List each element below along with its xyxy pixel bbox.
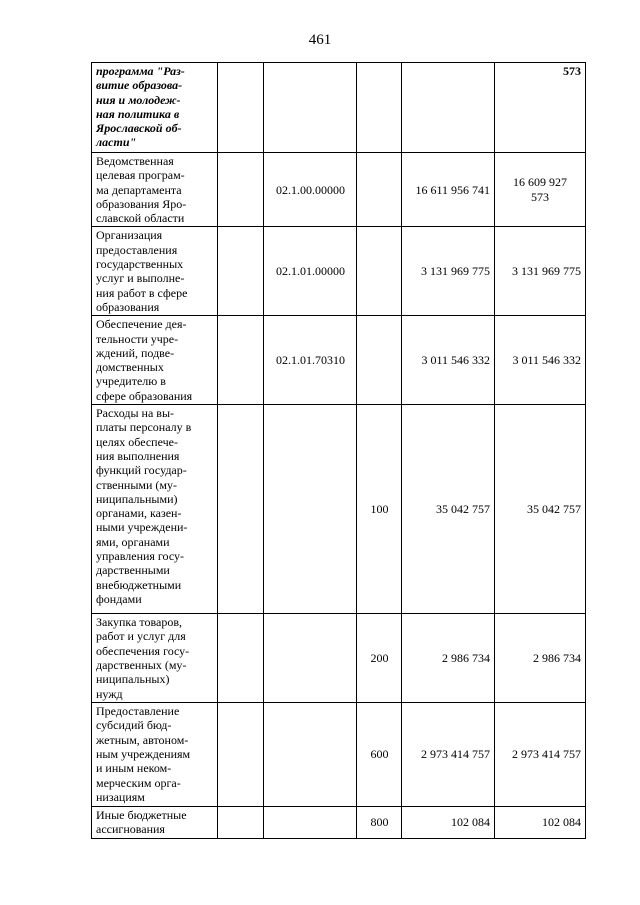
row-name: программа "Раз- витие образова- ния и молодеж- ная политика в Ярославской об- ласти" — [92, 63, 218, 153]
row-code — [264, 703, 357, 807]
row-blank — [218, 405, 264, 614]
row-code: 02.1.01.00000 — [264, 227, 357, 316]
table-row — [92, 405, 586, 614]
row-type — [357, 227, 402, 316]
row-type: 100 — [357, 405, 402, 614]
row-amount-2: 2 973 414 757 — [495, 703, 586, 807]
row-code: 02.1.00.00000 — [264, 153, 357, 227]
row-type — [357, 316, 402, 405]
row-blank — [218, 153, 264, 227]
budget-table — [91, 62, 586, 839]
row-amount-1: 2 973 414 757 — [402, 703, 495, 807]
row-amount-1: 3 011 546 332 — [402, 316, 495, 405]
table-row — [92, 153, 586, 227]
row-amount-2: 16 609 927 573 — [495, 153, 586, 227]
row-amount-1: 16 611 956 741 — [402, 153, 495, 227]
row-blank — [218, 807, 264, 839]
row-name: Закупка товаров, работ и услуг для обеспечения госу- дарственных (му- ниципальных) нужд — [92, 614, 218, 703]
row-name: Обеспечение дея- тельности учре- ждений, подве- домственных учредителю в сфере образования — [92, 316, 218, 405]
row-type: 200 — [357, 614, 402, 703]
row-blank — [218, 63, 264, 153]
page-number: 461 — [308, 32, 332, 48]
row-type — [357, 153, 402, 227]
row-name: Расходы на вы- платы персоналу в целях обеспече- ния выполнения функций государ- ственными (му- ниципальными) органами, казен- ными учреждени- ями, органами управления госу- дарственными внебюджетными фондами — [92, 405, 218, 614]
row-amount-1: 35 042 757 — [402, 405, 495, 614]
row-type: 600 — [357, 703, 402, 807]
row-blank — [218, 614, 264, 703]
row-name: Иные бюджетные ассигнования — [92, 807, 218, 839]
row-amount-2: 573 — [495, 63, 586, 153]
row-amount-2: 3 131 969 775 — [495, 227, 586, 316]
table-row — [92, 807, 586, 839]
row-type — [357, 63, 402, 153]
row-blank — [218, 703, 264, 807]
row-amount-1: 102 084 — [402, 807, 495, 839]
table-row — [92, 614, 586, 703]
row-code: 02.1.01.70310 — [264, 316, 357, 405]
row-type: 800 — [357, 807, 402, 839]
row-name: Предоставление субсидий бюд- жетным, автоном- ным учреждениям и иным неком- мерческим орга- низациям — [92, 703, 218, 807]
table-row — [92, 316, 586, 405]
row-amount-1: 3 131 969 775 — [402, 227, 495, 316]
table-row — [92, 227, 586, 316]
row-amount-2: 2 986 734 — [495, 614, 586, 703]
row-amount-2: 35 042 757 — [495, 405, 586, 614]
row-amount-2: 3 011 546 332 — [495, 316, 586, 405]
row-code — [264, 63, 357, 153]
row-name: Ведомственная целевая програм- ма департамента образования Яро- славской области — [92, 153, 218, 227]
row-blank — [218, 316, 264, 405]
row-amount-1: 2 986 734 — [402, 614, 495, 703]
row-amount-2: 102 084 — [495, 807, 586, 839]
row-blank — [218, 227, 264, 316]
row-name: Организация предоставления государственных услуг и выполне- ния работ в сфере образования — [92, 227, 218, 316]
row-amount-1 — [402, 63, 495, 153]
table-row — [92, 63, 586, 153]
table-row — [92, 703, 586, 807]
row-code — [264, 405, 357, 614]
row-code — [264, 614, 357, 703]
row-code — [264, 807, 357, 839]
